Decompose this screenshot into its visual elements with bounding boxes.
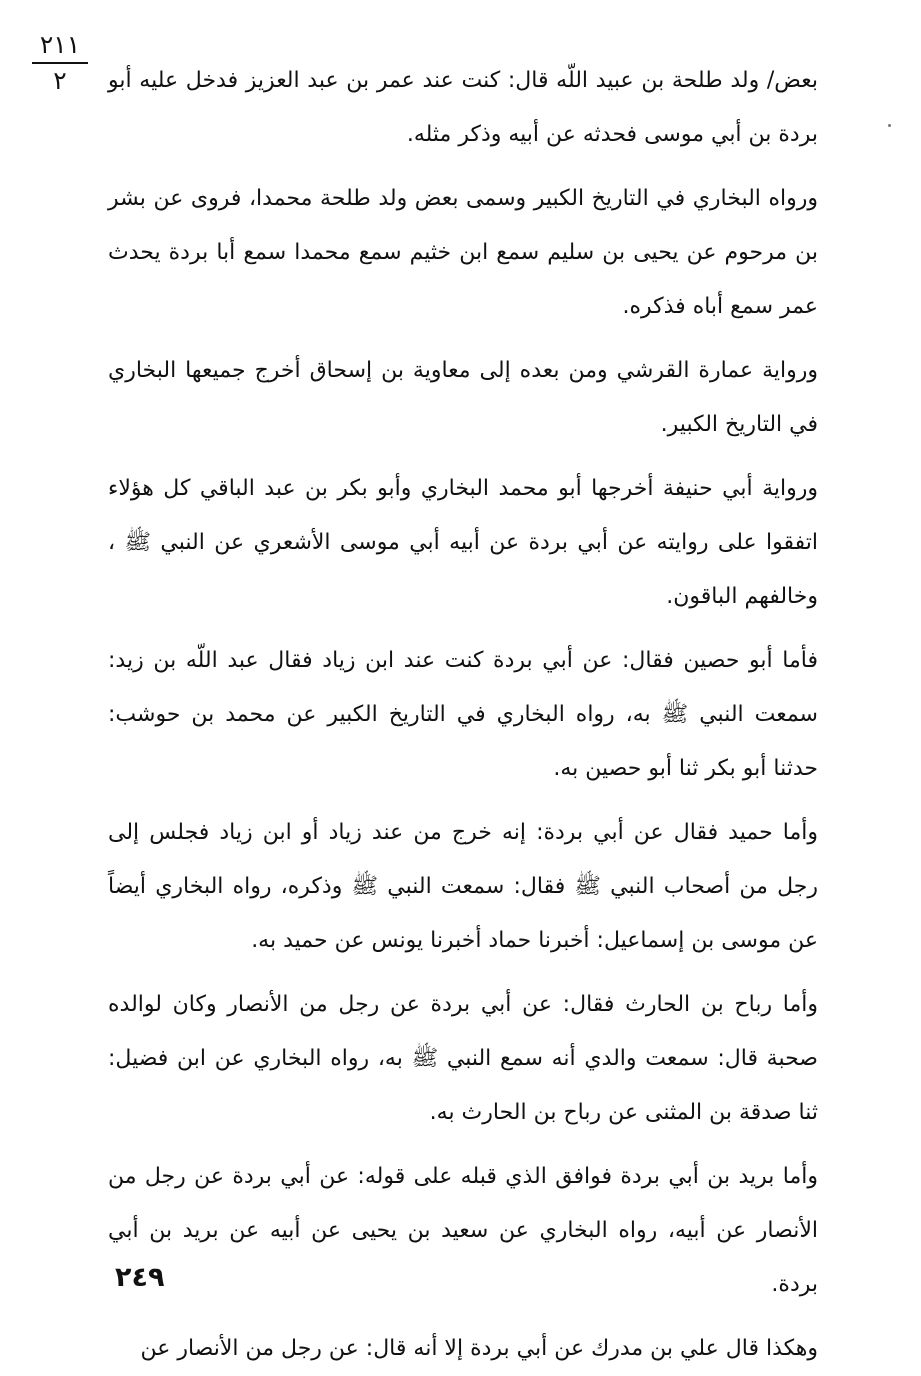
paragraph: ورواه البخاري في التاريخ الكبير وسمى بعض ولد طلحة محمدا، فروى عن بشر بن مرحوم عن يحيى بن سليم سمع ابن خثيم سمع محمدا سمع أبا بردة يحدث عمر سمع أباه فذكره. xyxy=(108,186,818,319)
paragraph: وأما رباح بن الحارث فقال: عن أبي بردة عن رجل من الأنصار وكان لوالده صحبة قال: سمعت والدي أنه سمع النبي ﷺ به، رواه البخاري عن ابن فضيل: ثنا صدقة بن المثنى عن رباح بن الحارث به. xyxy=(108,992,818,1125)
margin-reference xyxy=(28,30,92,96)
margin-reference-bottom: ٢ xyxy=(53,66,67,95)
scan-speck xyxy=(888,124,891,127)
paragraph: ورواية أبي حنيفة أخرجها أبو محمد البخاري وأبو بكر بن عبد الباقي كل هؤلاء اتفقوا على روايته عن أبي بردة عن أبيه أبي موسى الأشعري عن النبي ﷺ ، وخالفهم الباقون. xyxy=(108,476,818,609)
paragraph: وهكذا قال علي بن مدرك عن أبي بردة إلا أنه قال: عن رجل من الأنصار عن xyxy=(140,1336,818,1361)
body-text xyxy=(108,54,818,1376)
page-number: ٢٤٩ xyxy=(115,1262,165,1293)
paragraph: ورواية عمارة القرشي ومن بعده إلى معاوية بن إسحاق أخرج جميعها البخاري في التاريخ الكبير. xyxy=(108,358,818,437)
margin-reference-divider xyxy=(32,62,88,64)
paragraph: بعض/ ولد طلحة بن عبيد اللّه قال: كنت عند عمر بن عبد العزيز فدخل عليه أبو بردة بن أبي موسى فحدثه عن أبيه وذكر مثله. xyxy=(108,68,818,147)
paragraph: وأما حميد فقال عن أبي بردة: إنه خرج من عند زياد أو ابن زياد فجلس إلى رجل من أصحاب النبي ﷺ فقال: سمعت النبي ﷺ وذكره، رواه البخاري أيضاً عن موسى بن إسماعيل: أخبرنا حماد أخبرنا يونس عن حميد به. xyxy=(108,820,818,953)
paragraph: وأما بريد بن أبي بردة فوافق الذي قبله على قوله: عن أبي بردة عن رجل من الأنصار عن أبيه، رواه البخاري عن سعيد بن يحيى عن أبيه عن بريد بن أبي بردة. xyxy=(108,1164,818,1297)
margin-reference-top: ٢١١ xyxy=(39,30,81,59)
paragraph: فأما أبو حصين فقال: عن أبي بردة كنت عند ابن زياد فقال عبد اللّه بن زيد: سمعت النبي ﷺ به، رواه البخاري في التاريخ الكبير عن محمد بن حوشب: حدثنا أبو بكر ثنا أبو حصين به. xyxy=(108,648,818,781)
